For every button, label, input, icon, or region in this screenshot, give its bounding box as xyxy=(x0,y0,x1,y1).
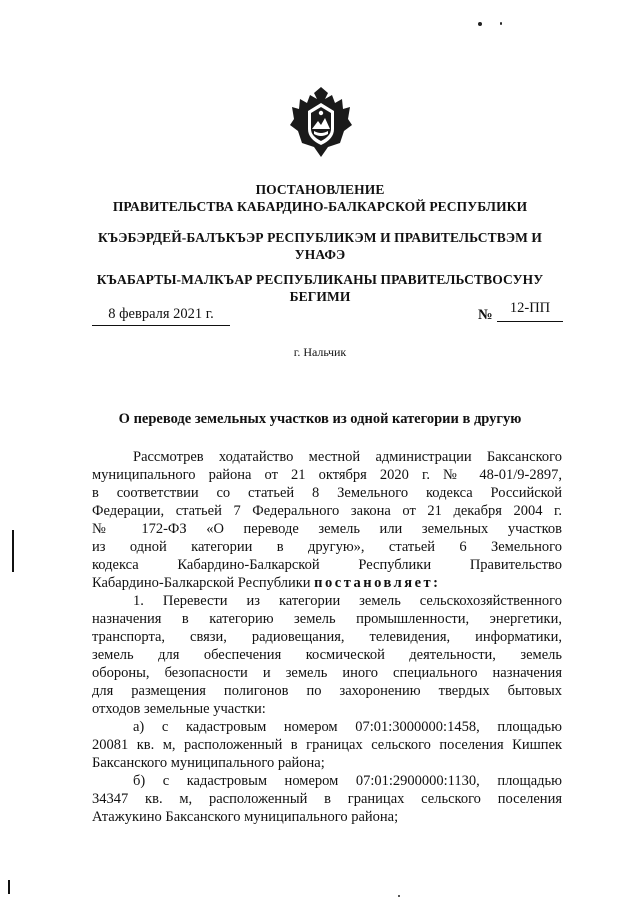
scan-margin-mark xyxy=(8,880,10,894)
scan-speck xyxy=(500,22,502,25)
body-line: для размещения полигонов по захоронению твердых бытовых xyxy=(92,683,562,699)
scan-margin-mark xyxy=(12,530,14,572)
body-line: Кабардино-Балкарской Республики xyxy=(92,575,311,591)
body-line: назначения в категорию земель промышленности, энергетики, xyxy=(92,611,562,627)
body-line: земель для обеспечения космической деятельности, земель xyxy=(92,647,562,663)
issuer-krc-line2: БЕГИМИ xyxy=(289,289,351,304)
body-line: из одной категории в другую», статьей 6 Земельного xyxy=(92,539,562,555)
issuer-kbd-line1: КЪЭБЭРДЕЙ-БАЛЪКЪЭР РЕСПУБЛИКЭМ И ПРАВИТЕЛЬСТВЭМ И xyxy=(97,230,543,245)
body-line: Баксанского муниципального района; xyxy=(92,755,325,771)
scan-speck xyxy=(478,22,482,26)
body-line: 20081 кв. м, расположенный в границах сельского поселения Кишпек xyxy=(92,737,562,753)
document-date: 8 февраля 2021 г. xyxy=(92,306,230,326)
body-line: б) с кадастровым номером 07:01:2900000:1130, площадью xyxy=(133,773,562,789)
number-label: № xyxy=(478,307,493,323)
body-line: 34347 кв. м, расположенный в границах сельского поселения xyxy=(92,791,562,807)
scan-speck xyxy=(398,895,400,897)
body-line: 1. Перевести из категории земель сельскохозяйственного xyxy=(133,593,562,609)
issuer-kbd-line2: УНАФЭ xyxy=(294,247,346,262)
body-line: № 172-ФЗ «О переводе земель или земельных участков xyxy=(92,521,562,537)
body-line: Рассмотрев ходатайство местной администрации Баксанского xyxy=(133,449,562,465)
body-line-resolves xyxy=(92,575,562,592)
issuer-ru: ПРАВИТЕЛЬСТВА КАБАРДИНО-БАЛКАРСКОЙ РЕСПУБЛИКИ xyxy=(112,199,528,214)
city: г. Нальчик xyxy=(293,345,347,359)
body-line: в соответствии со статьей 8 Земельного кодекса Российской xyxy=(92,485,562,501)
body-line: Федерации, статьей 7 Федерального закона от 21 декабря 2004 г. xyxy=(92,503,562,519)
document-subject: О переводе земельных участков из одной категории в другую xyxy=(118,411,522,427)
issuer-krc-line1: КЪАБАРТЫ-МАЛКЪАР РЕСПУБЛИКАНЫ ПРАВИТЕЛЬСТВОСУНУ xyxy=(96,272,544,287)
document-number: 12-ПП xyxy=(497,300,563,322)
resolves-word: постановляет: xyxy=(314,575,441,591)
document-type: ПОСТАНОВЛЕНИЕ xyxy=(255,182,385,197)
body-line: обороны, безопасности и земель иного специального назначения xyxy=(92,665,562,681)
body-line: отходов земельные участки: xyxy=(92,701,266,717)
body-line: муниципального района от 21 октября 2020 г. № 48-01/9-2897, xyxy=(92,467,562,483)
body-line: Атажукино Баксанского муниципального района; xyxy=(92,809,399,825)
body-line: а) с кадастровым номером 07:01:3000000:1458, площадью xyxy=(133,719,562,735)
body-line: кодекса Кабардино-Балкарской Республики Правительство xyxy=(92,557,562,573)
coat-of-arms-icon xyxy=(288,85,354,159)
body-line: транспорта, связи, радиовещания, телевидения, информатики, xyxy=(92,629,562,645)
